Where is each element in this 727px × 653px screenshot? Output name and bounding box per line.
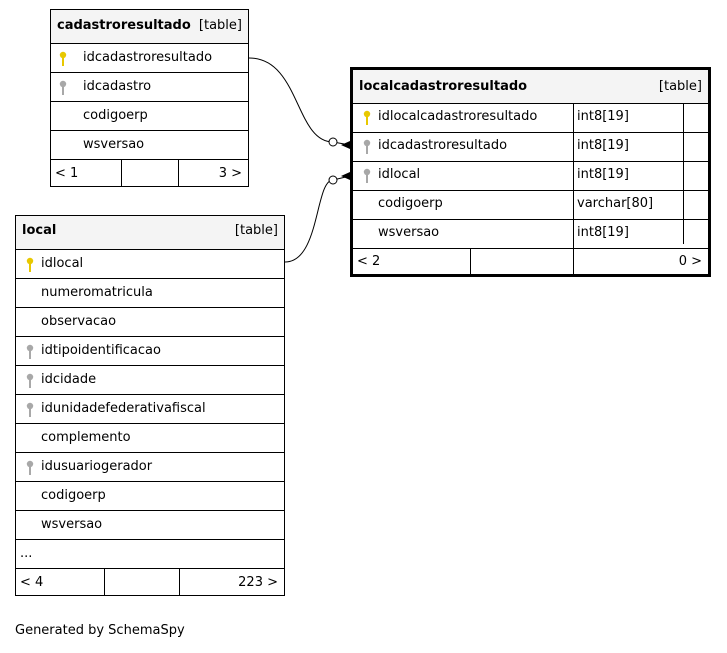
column-name: idcadastro bbox=[83, 79, 152, 94]
table-name: localcadastroresultado bbox=[359, 79, 528, 94]
column-row[interactable] bbox=[16, 481, 284, 510]
table-local[interactable] bbox=[15, 215, 285, 596]
foreign-key-icon bbox=[59, 80, 67, 96]
footer-divider bbox=[470, 249, 471, 274]
child-count[interactable]: 223 > bbox=[238, 575, 278, 590]
foreign-key-icon bbox=[26, 460, 34, 476]
column-row[interactable] bbox=[16, 365, 284, 394]
foreign-key-icon bbox=[26, 344, 34, 360]
fk-connector-idlocal bbox=[285, 176, 350, 262]
column-name: numeromatricula bbox=[41, 285, 153, 300]
footer-divider bbox=[179, 569, 180, 595]
column-row[interactable] bbox=[16, 336, 284, 365]
fk-arrow-idlocal bbox=[341, 172, 350, 180]
table-footer bbox=[353, 248, 708, 274]
table-header bbox=[353, 70, 708, 103]
table-footer bbox=[51, 159, 248, 186]
column-row[interactable] bbox=[16, 394, 284, 423]
fk-arrow-idcadastroresultado bbox=[341, 141, 350, 149]
column-name: wsversao bbox=[41, 517, 103, 532]
table-footer bbox=[16, 568, 284, 595]
primary-key-icon bbox=[59, 51, 67, 67]
table-kind: [table] bbox=[234, 223, 278, 238]
table-kind: [table] bbox=[658, 79, 702, 94]
column-name: codigoerp bbox=[83, 108, 148, 123]
primary-key-icon bbox=[26, 257, 34, 273]
column-name: wsversao bbox=[83, 137, 145, 152]
column-row[interactable] bbox=[353, 219, 708, 248]
column-name: observacao bbox=[41, 314, 117, 329]
fk-end-circle-idcadastroresultado bbox=[329, 138, 337, 146]
primary-key-icon bbox=[363, 110, 371, 126]
column-row[interactable] bbox=[16, 307, 284, 336]
column-row[interactable] bbox=[16, 510, 284, 539]
column-name: idlocalcadastroresultado bbox=[378, 109, 538, 124]
column-row[interactable] bbox=[16, 249, 284, 278]
fk-end-circle-idlocal bbox=[329, 176, 337, 184]
fk-connector-idcadastroresultado bbox=[249, 58, 350, 145]
column-type: int8[19] bbox=[577, 138, 629, 153]
table-name: cadastroresultado bbox=[57, 18, 191, 33]
column-name: idunidadefederativafiscal bbox=[41, 401, 206, 416]
table-localcadastroresultado[interactable] bbox=[350, 67, 711, 277]
footer-divider bbox=[104, 569, 105, 595]
column-name: idcidade bbox=[41, 372, 97, 387]
column-name: idcadastroresultado bbox=[83, 50, 213, 65]
column-name: idtipoidentificacao bbox=[41, 343, 161, 358]
column-row[interactable] bbox=[16, 452, 284, 481]
column-row[interactable] bbox=[51, 72, 248, 101]
child-count[interactable]: 3 > bbox=[218, 166, 242, 181]
footer-divider bbox=[121, 160, 122, 186]
column-row[interactable] bbox=[353, 161, 708, 190]
column-row[interactable] bbox=[16, 278, 284, 307]
column-row[interactable] bbox=[51, 43, 248, 72]
ellipsis: ... bbox=[20, 546, 33, 561]
table-kind: [table] bbox=[198, 18, 242, 33]
more-columns[interactable] bbox=[16, 539, 284, 568]
foreign-key-icon bbox=[363, 168, 371, 184]
table-header bbox=[16, 216, 284, 249]
column-name: codigoerp bbox=[378, 196, 443, 211]
parent-count[interactable]: < 2 bbox=[357, 254, 381, 269]
column-type: int8[19] bbox=[577, 109, 629, 124]
table-cadastroresultado[interactable] bbox=[50, 9, 249, 187]
foreign-key-icon bbox=[26, 402, 34, 418]
footer-divider bbox=[573, 249, 574, 274]
column-name: idlocal bbox=[378, 167, 421, 182]
column-row[interactable] bbox=[16, 423, 284, 452]
column-type: varchar[80] bbox=[577, 196, 654, 211]
foreign-key-icon bbox=[363, 139, 371, 155]
column-name: idlocal bbox=[41, 256, 84, 271]
table-header bbox=[51, 10, 248, 43]
column-row[interactable] bbox=[51, 130, 248, 159]
footer-divider bbox=[178, 160, 179, 186]
column-row[interactable] bbox=[353, 132, 708, 161]
column-type: int8[19] bbox=[577, 167, 629, 182]
table-name: local bbox=[22, 223, 57, 238]
foreign-key-icon bbox=[26, 373, 34, 389]
column-name: wsversao bbox=[378, 225, 440, 240]
generated-by-credit: Generated by SchemaSpy bbox=[15, 623, 185, 638]
parent-count[interactable]: < 4 bbox=[20, 575, 44, 590]
parent-count[interactable]: < 1 bbox=[55, 166, 79, 181]
column-row[interactable] bbox=[353, 103, 708, 132]
column-name: complemento bbox=[41, 430, 131, 445]
column-name: idcadastroresultado bbox=[378, 138, 508, 153]
child-count[interactable]: 0 > bbox=[678, 254, 702, 269]
column-name: idusuariogerador bbox=[41, 459, 153, 474]
column-type: int8[19] bbox=[577, 225, 629, 240]
column-row[interactable] bbox=[51, 101, 248, 130]
column-name: codigoerp bbox=[41, 488, 106, 503]
column-row[interactable] bbox=[353, 190, 708, 219]
